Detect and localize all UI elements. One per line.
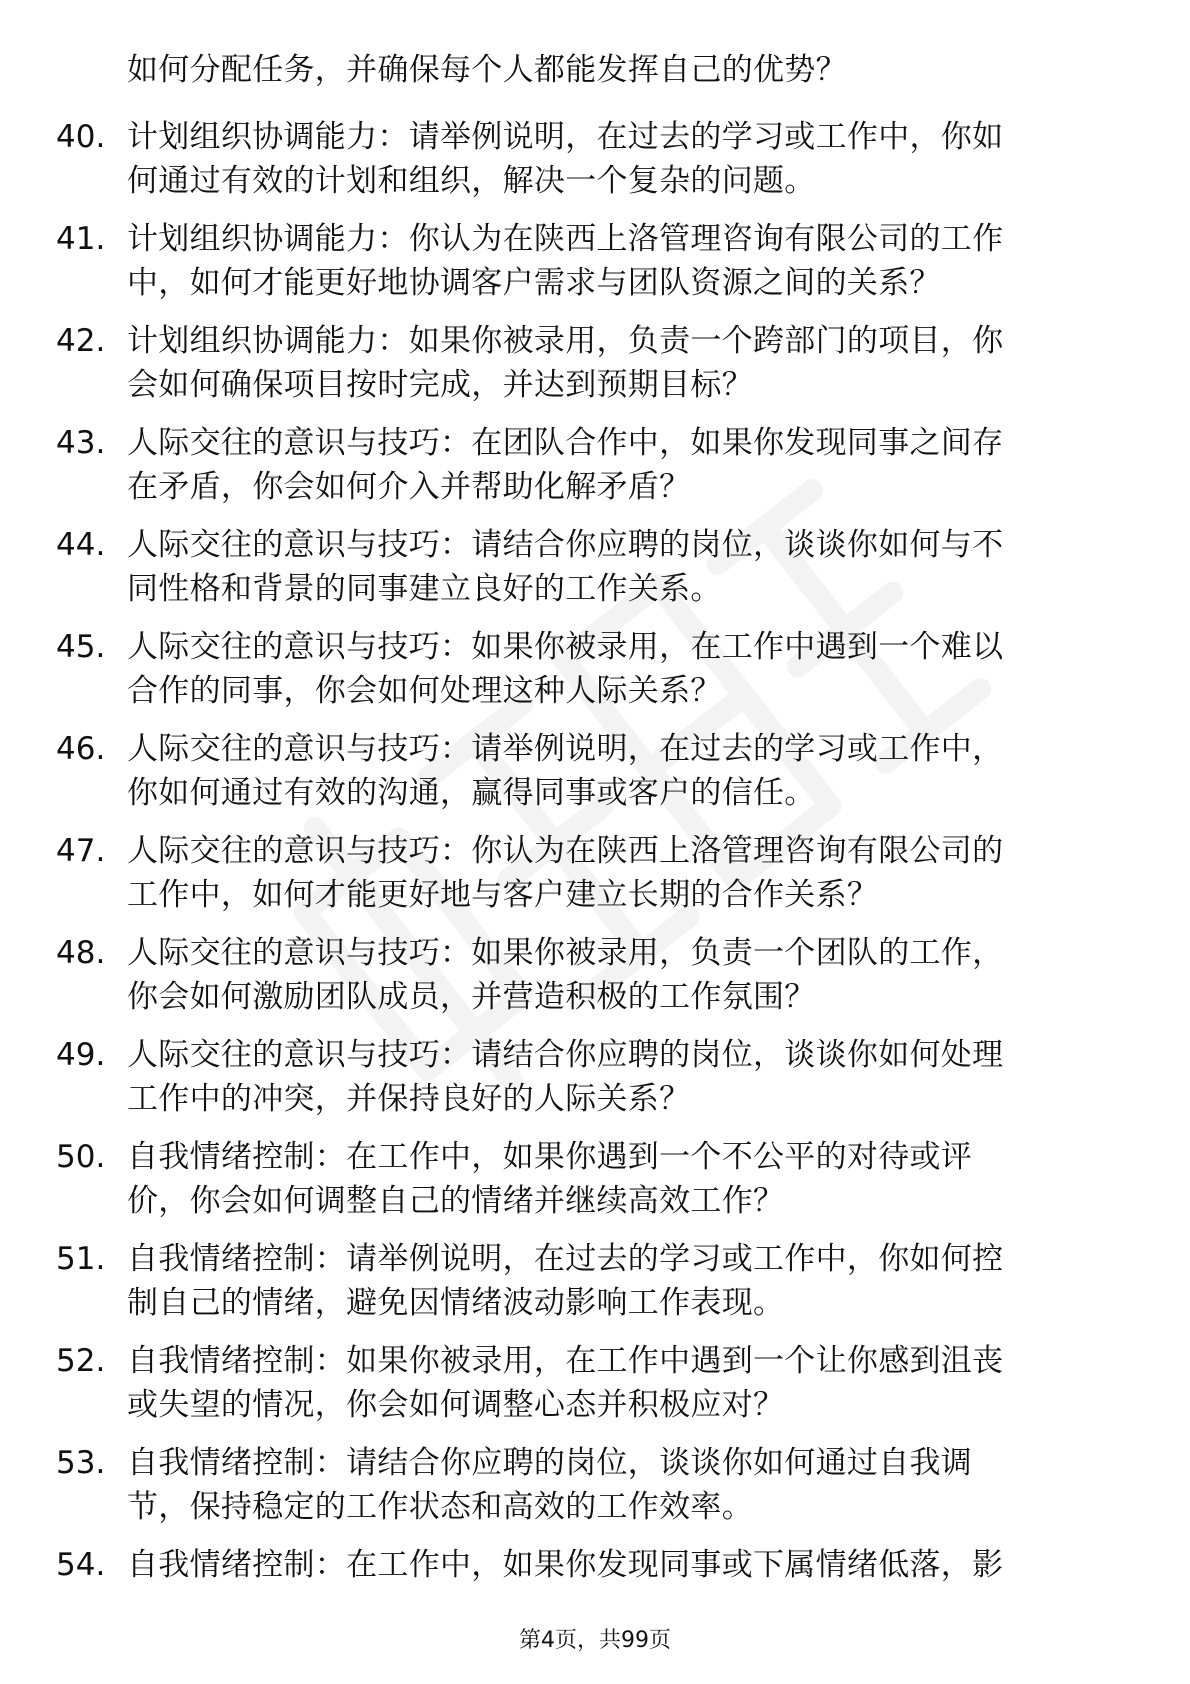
question-text-line: 制自己的情绪，避免因情绪波动影响工作表现。 (127, 1285, 785, 1321)
question-number: 46. (56, 731, 106, 767)
question-number: 42. (56, 323, 106, 359)
question-number: 53. (56, 1445, 106, 1481)
question-text (127, 829, 1117, 917)
question-text-line: 人际交往的意识与技巧：如果你被录用，在工作中遇到一个难以 (127, 629, 1004, 665)
question-text-line: 自我情绪控制：在工作中，如果你发现同事或下属情绪低落，影 (127, 1547, 1004, 1583)
question-text (127, 1135, 1117, 1223)
question-text-line: 自我情绪控制：如果你被录用，在工作中遇到一个让你感到沮丧 (127, 1343, 1004, 1379)
question-text-line: 工作中，如何才能更好地与客户建立长期的合作关系？ (127, 877, 879, 913)
question-item (0, 829, 1190, 931)
question-item (0, 625, 1190, 727)
question-text (127, 1237, 1117, 1325)
question-text (127, 727, 1117, 815)
question-text-line: 工作中的冲突，并保持良好的人际关系？ (127, 1081, 691, 1117)
question-text-line: 或失望的情况，你会如何调整心态并积极应对？ (127, 1387, 785, 1423)
page-number-footer: 第4页，共99页 (519, 1628, 671, 1653)
question-number: 48. (56, 935, 106, 971)
question-text (127, 1543, 1117, 1587)
question-text-line: 自我情绪控制：请举例说明，在过去的学习或工作中，你如何控 (127, 1241, 1004, 1277)
question-text-line: 同性格和背景的同事建立良好的工作关系。 (127, 571, 722, 607)
question-text-line: 合作的同事，你会如何处理这种人际关系？ (127, 673, 722, 709)
question-text (127, 421, 1117, 509)
question-text-line: 会如何确保项目按时完成，并达到预期目标？ (127, 367, 753, 403)
question-text-line: 自我情绪控制：在工作中，如果你遇到一个不公平的对待或评 (127, 1139, 973, 1175)
question-text-line: 人际交往的意识与技巧：请结合你应聘的岗位，谈谈你如何与不 (127, 527, 1004, 563)
question-item (0, 1135, 1190, 1237)
question-text-line: 计划组织协调能力：请举例说明，在过去的学习或工作中，你如 (127, 119, 1004, 155)
question-text-line: 价，你会如何调整自己的情绪并继续高效工作？ (127, 1183, 785, 1219)
question-item (0, 523, 1190, 625)
question-item (0, 115, 1190, 217)
question-text-line: 中，如何才能更好地协调客户需求与团队资源之间的关系？ (127, 265, 941, 301)
question-item (0, 931, 1190, 1033)
question-text (127, 217, 1117, 305)
question-item (0, 1339, 1190, 1441)
continued-question-text: 如何分配任务，并确保每个人都能发挥自己的优势？ (127, 52, 847, 88)
question-text-line: 计划组织协调能力：如果你被录用，负责一个跨部门的项目，你 (127, 323, 1004, 359)
question-number: 52. (56, 1343, 106, 1379)
question-number: 45. (56, 629, 106, 665)
question-number: 54. (56, 1547, 106, 1583)
question-item (0, 1441, 1190, 1543)
question-number: 50. (56, 1139, 106, 1175)
question-item (0, 727, 1190, 829)
question-text-line: 节，保持稳定的工作状态和高效的工作效率。 (127, 1489, 753, 1525)
question-text-line: 人际交往的意识与技巧：请结合你应聘的岗位，谈谈你如何处理 (127, 1037, 1004, 1073)
question-text (127, 319, 1117, 407)
question-text (127, 523, 1117, 611)
question-item (0, 1237, 1190, 1339)
question-text-line: 人际交往的意识与技巧：你认为在陕西上洛管理咨询有限公司的 (127, 833, 1004, 869)
question-text (127, 1441, 1117, 1529)
question-list (0, 115, 1190, 1645)
question-text (127, 625, 1117, 713)
question-item (0, 1033, 1190, 1135)
question-text (127, 1339, 1117, 1427)
question-text (127, 115, 1117, 203)
question-number: 41. (56, 221, 106, 257)
question-item (0, 421, 1190, 523)
question-number: 51. (56, 1241, 106, 1277)
question-number: 40. (56, 119, 106, 155)
question-text-line: 在矛盾，你会如何介入并帮助化解矛盾？ (127, 469, 691, 505)
question-item (0, 319, 1190, 421)
question-text-line: 计划组织协调能力：你认为在陕西上洛管理咨询有限公司的工作 (127, 221, 1004, 257)
question-text-line: 自我情绪控制：请结合你应聘的岗位，谈谈你如何通过自我调 (127, 1445, 973, 1481)
question-number: 47. (56, 833, 106, 869)
question-text (127, 1033, 1117, 1121)
question-text-line: 人际交往的意识与技巧：在团队合作中，如果你发现同事之间存 (127, 425, 1004, 461)
question-item (0, 217, 1190, 319)
question-text-line: 人际交往的意识与技巧：如果你被录用，负责一个团队的工作， (127, 935, 1004, 971)
question-text-line: 人际交往的意识与技巧：请举例说明，在过去的学习或工作中， (127, 731, 1004, 767)
question-number: 49. (56, 1037, 106, 1073)
question-number: 43. (56, 425, 106, 461)
question-number: 44. (56, 527, 106, 563)
question-text-line: 何通过有效的计划和组织，解决一个复杂的问题。 (127, 163, 816, 199)
question-text (127, 931, 1117, 1019)
question-text-line: 你如何通过有效的沟通，赢得同事或客户的信任。 (127, 775, 816, 811)
question-text-line: 你会如何激励团队成员，并营造积极的工作氛围？ (127, 979, 816, 1015)
